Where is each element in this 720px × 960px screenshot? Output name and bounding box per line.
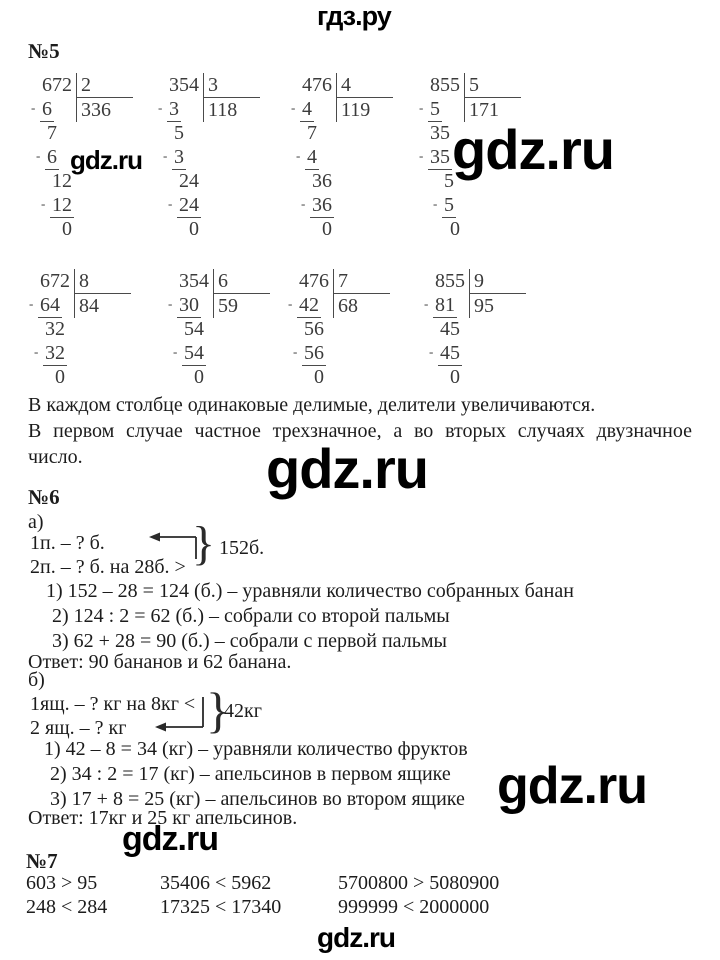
task-6b-step-2: 2) 34 : 2 = 17 (кг) – апельсинов в первом ящике (50, 763, 451, 785)
task-6b-step-3: 3) 17 + 8 = 25 (кг) – апельсинов во втором ящике (50, 788, 465, 810)
watermark-below-answer: gdz.ru (122, 820, 218, 858)
division-step: 0 (450, 366, 460, 388)
division-step: 5 (174, 122, 184, 144)
divisor: 5 (469, 74, 479, 96)
task-6b-step-1: 1) 42 – 8 = 34 (кг) – уравняли количество фруктов (44, 738, 468, 760)
comparison: 248 < 284 (26, 896, 108, 918)
quotient: 68 (334, 293, 390, 318)
minus-sign: - (168, 296, 173, 311)
division-step: 35 (430, 122, 450, 144)
task-6b-answer: Ответ: 17кг и 25 кг апельсинов. (28, 807, 298, 829)
task-6a-total: 152б. (219, 537, 265, 559)
long-division (285, 269, 390, 389)
division-step: 5 - (419, 98, 440, 120)
task-6a-step-1: 1) 152 – 28 = 124 (б.) – уравняли количество собранных банан (46, 580, 574, 602)
division-step: 6 - (36, 146, 57, 168)
division-step: 7 (47, 122, 57, 144)
minus-sign: - (158, 100, 163, 115)
note-line-3: число. (28, 446, 83, 468)
dividend: 672 (40, 270, 70, 292)
curly-brace: } (192, 517, 216, 570)
task-6a-given-1: 1п. – ? б. (30, 532, 105, 554)
quotient: 119 (337, 97, 393, 122)
division-step: 45 (440, 318, 460, 340)
division-step: 5 - (433, 194, 454, 216)
minus-sign: - (293, 344, 298, 359)
divisor: 9 (474, 270, 484, 292)
watermark-top: гдз.ру (317, 1, 391, 31)
dividend: 476 (302, 74, 332, 96)
note-line-1: В каждом столбце одинаковые делимые, делители увеличиваются. (28, 394, 596, 416)
division-step: 7 (307, 122, 317, 144)
quotient: 171 (465, 97, 521, 122)
quotient: 59 (214, 293, 270, 318)
division-step: 3 - (158, 98, 179, 120)
division-step: 30 - (168, 294, 199, 316)
minus-sign: - (163, 148, 168, 163)
divisor: 3 (208, 74, 218, 96)
long-division (421, 269, 526, 389)
quotient: 336 (77, 97, 133, 122)
division-step: 32 (45, 318, 65, 340)
division-step: 0 (189, 218, 199, 240)
division-step: 36 (312, 170, 332, 192)
division-step: 36 - (301, 194, 332, 216)
dividend: 855 (435, 270, 465, 292)
minus-sign: - (291, 100, 296, 115)
division-step: 0 (450, 218, 460, 240)
quotient: 118 (204, 97, 260, 122)
division-step: 5 (444, 170, 454, 192)
long-division (26, 269, 131, 389)
quotient: 95 (470, 293, 526, 318)
task-7-header: №7 (26, 849, 58, 873)
division-step: 3 - (163, 146, 184, 168)
division-step: 6 - (31, 98, 52, 120)
division-step: 42 - (288, 294, 319, 316)
minus-sign: - (41, 196, 46, 211)
division-step: 0 (55, 366, 65, 388)
quotient: 84 (75, 293, 131, 318)
division-step: 12 (52, 170, 72, 192)
curly-brace: } (206, 682, 230, 738)
division-step: 0 (62, 218, 72, 240)
dividend: 354 (169, 74, 199, 96)
minus-sign: - (429, 344, 434, 359)
watermark-footer: gdz.ru (317, 922, 395, 953)
division-step: 4 - (291, 98, 312, 120)
task-6b-total: 42кг (224, 700, 262, 722)
comparison: 603 > 95 (26, 872, 98, 894)
task-6b-given-2: 2 ящ. – ? кг (30, 717, 127, 739)
minus-sign: - (34, 344, 39, 359)
task-6a-label: а) (28, 511, 44, 533)
division-step: 0 (194, 366, 204, 388)
division-step: 56 (304, 318, 324, 340)
divisor: 7 (338, 270, 348, 292)
long-division (28, 73, 133, 241)
long-division (165, 269, 270, 389)
division-step: 81 - (424, 294, 455, 316)
minus-sign: - (296, 148, 301, 163)
dividend: 855 (430, 74, 460, 96)
division-step: 35 - (419, 146, 450, 168)
long-division (288, 73, 393, 241)
minus-sign: - (168, 196, 173, 211)
minus-sign: - (29, 296, 34, 311)
comparison: 17325 < 17340 (160, 896, 282, 918)
watermark-row1-left: gdz.ru (70, 145, 142, 175)
division-step: 0 (314, 366, 324, 388)
long-division (155, 73, 260, 241)
division-step: 0 (322, 218, 332, 240)
division-step: 45 - (429, 342, 460, 364)
division-step: 54 - (173, 342, 204, 364)
left-arrow-bracket-diagram (152, 692, 210, 734)
dividend: 354 (179, 270, 209, 292)
comparison: 999999 < 2000000 (338, 896, 490, 918)
minus-sign: - (424, 296, 429, 311)
dividend: 672 (42, 74, 72, 96)
divisor: 8 (79, 270, 89, 292)
minus-sign: - (31, 100, 36, 115)
task-5-notes (28, 392, 692, 470)
watermark-lower-right: gdz.ru (497, 757, 647, 815)
division-step: 32 - (34, 342, 65, 364)
division-step: 64 - (29, 294, 60, 316)
minus-sign: - (173, 344, 178, 359)
divisor: 4 (341, 74, 351, 96)
long-division (416, 73, 521, 241)
divisor: 6 (218, 270, 228, 292)
task-6a-given-2: 2п. – ? б. на 28б. > (30, 556, 186, 578)
task-6a-step-2: 2) 124 : 2 = 62 (б.) – собрали со второй пальмы (52, 605, 450, 627)
watermark-row1-right: gdz.ru (452, 118, 614, 181)
task-6a-step-3: 3) 62 + 28 = 90 (б.) – собрали с первой пальмы (52, 630, 447, 652)
division-step: 54 (184, 318, 204, 340)
comparison: 35406 < 5962 (160, 872, 272, 894)
note-line-2: В первом случае частное трехзначное, а во вторых случаях двузначное (28, 420, 692, 442)
task-6a-answer: Ответ: 90 бананов и 62 банана. (28, 651, 292, 673)
division-step: 24 (179, 170, 199, 192)
division-step: 24 - (168, 194, 199, 216)
watermark-middle: gdz.ru (266, 437, 428, 500)
minus-sign: - (419, 100, 424, 115)
division-step: 56 - (293, 342, 324, 364)
comparison: 5700800 > 5080900 (338, 872, 500, 894)
minus-sign: - (433, 196, 438, 211)
minus-sign: - (301, 196, 306, 211)
division-step: 4 - (296, 146, 317, 168)
task-6b-given-1: 1ящ. – ? кг на 8кг < (30, 693, 196, 715)
divisor: 2 (81, 74, 91, 96)
division-step: 12 - (41, 194, 72, 216)
task-6-header: №6 (28, 485, 60, 509)
minus-sign: - (36, 148, 41, 163)
dividend: 476 (299, 270, 329, 292)
minus-sign: - (419, 148, 424, 163)
task-6b-label: б) (28, 669, 45, 691)
task-5-header: №5 (28, 39, 60, 63)
minus-sign: - (288, 296, 293, 311)
